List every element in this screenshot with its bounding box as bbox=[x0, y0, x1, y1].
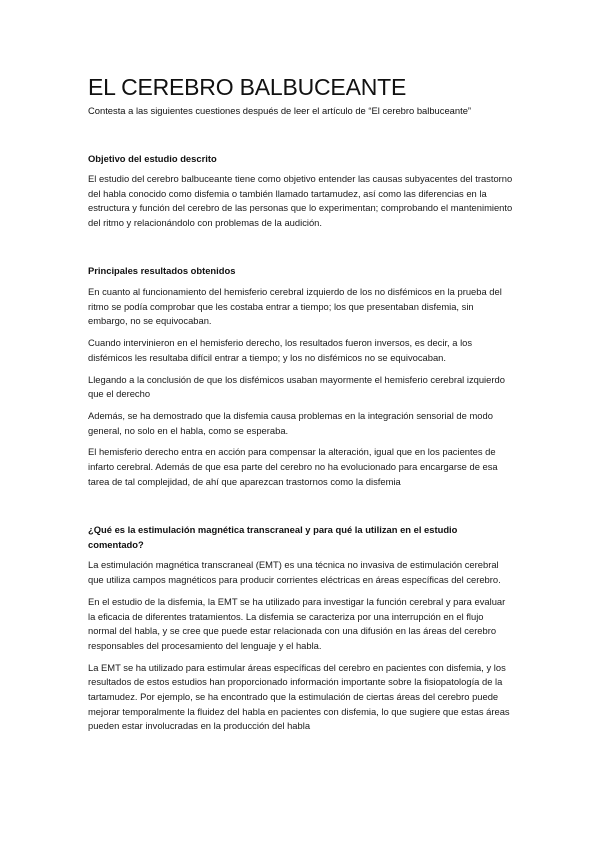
paragraph: La EMT se ha utilizado para estimular áreas específicas del cerebro en pacientes con disfemia, y los resultados de estos estudios han proporcionado información importante sobre la fisiopatología de la tartamudez. Por ejemplo, se ha encontrado que la estimulación de ciertas áreas del cerebro puede mejorar temporalmente la fluidez del habla en pacientes con disfemia, lo que sugiere que estas áreas pueden estar involucradas en la producción del habla bbox=[88, 661, 510, 732]
paragraph: En el estudio de la disfemia, la EMT se ha utilizado para investigar la función cerebral y para evaluar la eficacia de diferentes tratamientos. La disfemia se caracteriza por una interrupción en el flujo normal del habla, y se cree que puede estar relacionada con una difusión en las áreas del cerebro responsables del procesamiento del lenguaje y el habla. bbox=[88, 595, 506, 651]
paragraph: Cuando intervinieron en el hemisferio derecho, los resultados fueron inversos, es decir, a los disfémicos les resultaba difícil entrar a tiempo; y los no disfémicos no se equivocaban. bbox=[88, 337, 473, 363]
document-page bbox=[88, 72, 513, 732]
section-heading: Objetivo del estudio descrito bbox=[88, 153, 217, 164]
paragraph: Además, se ha demostrado que la disfemia causa problemas en la integración sensorial de modo general, no solo en el habla, como se esperaba. bbox=[88, 409, 493, 436]
section-main-results bbox=[88, 264, 513, 489]
paragraph: El estudio del cerebro balbuceante tiene como objetivo entender las causas subyacentes del trastorno del habla conocido como disfemia o también llamado tartamudez, así como las diferencias en la estructura y función del cerebro de las personas que lo experimentan; comprobando el mantenimiento del ritmo y relacionándolo con problemas de la audición. bbox=[88, 173, 513, 229]
paragraph: La estimulación magnética transcraneal (EMT) es una técnica no invasiva de estimulación cerebral que utiliza campos magnéticos para producir corrientes eléctricas en áreas específicas del cerebro. bbox=[88, 559, 501, 586]
document-title: EL CEREBRO BALBUCEANTE bbox=[88, 74, 407, 100]
section-study-objective bbox=[88, 152, 513, 231]
section-heading: ¿Qué es la estimulación magnética transcraneal y para qué la utilizan en el estudio comentado? bbox=[88, 524, 458, 550]
paragraph: Llegando a la conclusión de que los disfémicos usaban mayormente el hemisferio cerebral izquierdo que el derecho bbox=[88, 373, 505, 400]
section-tms-question bbox=[88, 523, 513, 734]
paragraph: El hemisferio derecho entra en acción para compensar la alteración, igual que en los pacientes de infarto cerebral. Además de que esa parte del cerebro no ha evolucionado para encargarse de esa tarea de tal complejidad, de ahí que aparezcan trastornos como la disfemia bbox=[88, 446, 498, 487]
paragraph: En cuanto al funcionamiento del hemisferio cerebral izquierdo de los no disfémicos en la prueba del ritmo se podía comprobar que les costaba entrar a tiempo; los que presentaban disfemia, sin embargo, no se equivocaban. bbox=[88, 286, 502, 327]
document-instructions: Contesta a las siguientes cuestiones después de leer el artículo de “El cerebro balbuceante” bbox=[88, 105, 472, 116]
section-heading: Principales resultados obtenidos bbox=[88, 265, 236, 276]
